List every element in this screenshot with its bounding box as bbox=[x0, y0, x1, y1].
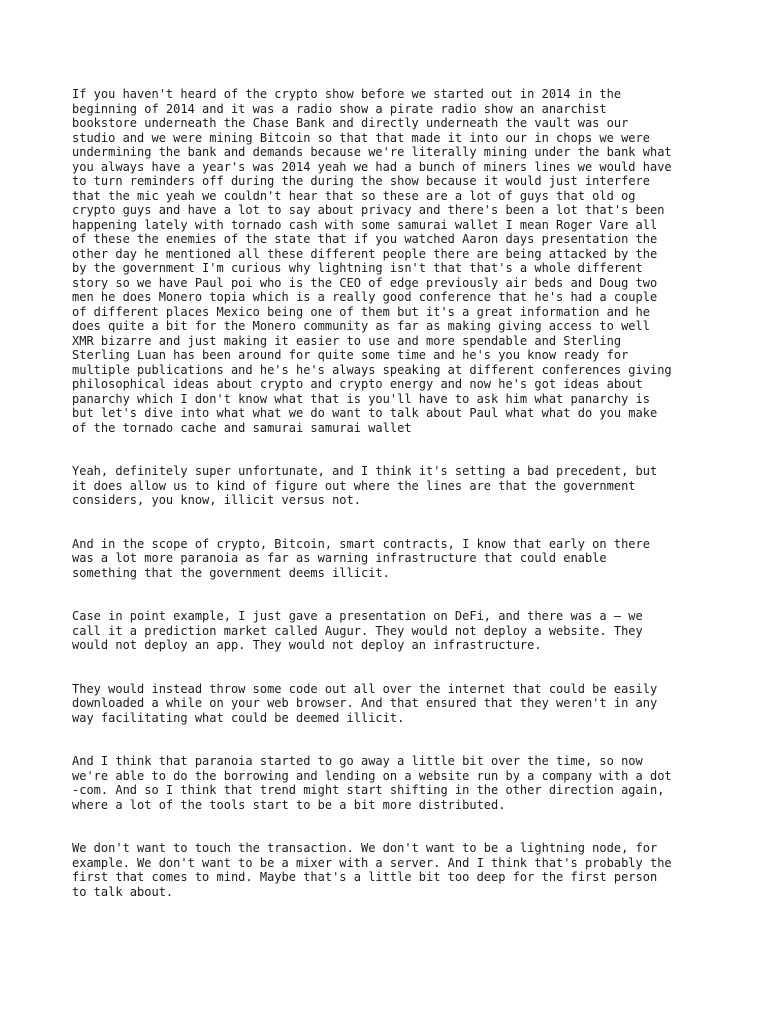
paragraph-paranoia: And in the scope of crypto, Bitcoin, smart contracts, I know that early on there was a lot more paranoia as far as warning infrastructure that could enable something that the government deems illicit. bbox=[72, 536, 650, 580]
paragraph-code-distribution: They would instead throw some code out all over the internet that could be easily downloaded a while on your web browser. And that ensured that they weren't in any way facilitating what could be deemed illicit. bbox=[72, 681, 658, 725]
paragraph-augur: Case in point example, I just gave a presentation on DeFi, and there was a – we call it a prediction market called Augur. They would not deploy a website. They would not deploy an app. They would not deploy an infrastructure. bbox=[72, 609, 643, 652]
document-body bbox=[72, 87, 712, 899]
paragraph-transaction: We don't want to touch the transaction. We don't want to be a lightning node, for example. We don't want to be a mixer with a server. And I think that's probably the first that comes to mind. Maybe that's a little bit too deep for the first person to talk about. bbox=[72, 841, 672, 899]
paragraph-trend: And I think that paranoia started to go away a little bit over the time, so now we're able to do the borrowing and lending on a website run by a company with a dot -com. And so I think that trend might start shifting in the other direction again, where a lot of the tools start to be a bit more distributed. bbox=[72, 754, 672, 812]
paragraph-precedent: Yeah, definitely super unfortunate, and I think it's setting a bad precedent, but it does allow us to kind of figure out where the lines are that the government considers, you know, illicit versus not. bbox=[72, 464, 658, 507]
paragraph-intro: If you haven't heard of the crypto show before we started out in 2014 in the beginning of 2014 and it was a radio show a pirate radio show an anarchist bookstore underneath the Chase Bank and directly underneath the vault was our studio and we were mining Bitcoin so that that made it into our in chops we were undermining the bank and demands because we're literally mining under the bank what you always have a year's was 2014 yeah we had a bunch of miners lines we would have to turn reminders off during the during the show because it would just interfere that the mic yeah we couldn't hear that so these are a lot of guys that old og crypto guys and have a lot to say about privacy and there's been a lot that's been happening lately with tornado cash with some samurai wallet I mean Roger Vare all of these the enemies of the state that if you watched Aaron days presentation the other day he mentioned all these different people there are being attacked by the by the government I'm curious why lightning isn't that that's a whole different story so we have Paul poi who is the CEO of edge previously air beds and Doug two men he does Monero topia which is a really good conference that he's had a couple of different places Mexico being one of them but it's a great information and he does quite a bit for the Monero community as far as making giving access to well XMR bizarre and just making it easier to use and more spendable and Sterling Sterling Luan has been around for quite some time and he's you know ready for multiple publications and he's he's always speaking at different conferences giving philosophical ideas about crypto and crypto energy and now he's got ideas about panarchy which I don't know what that is you'll have to ask him what panarchy is but let's dive into what what we do want to talk about Paul what what do you make of the tornado cache and samurai samurai wallet bbox=[72, 87, 672, 435]
